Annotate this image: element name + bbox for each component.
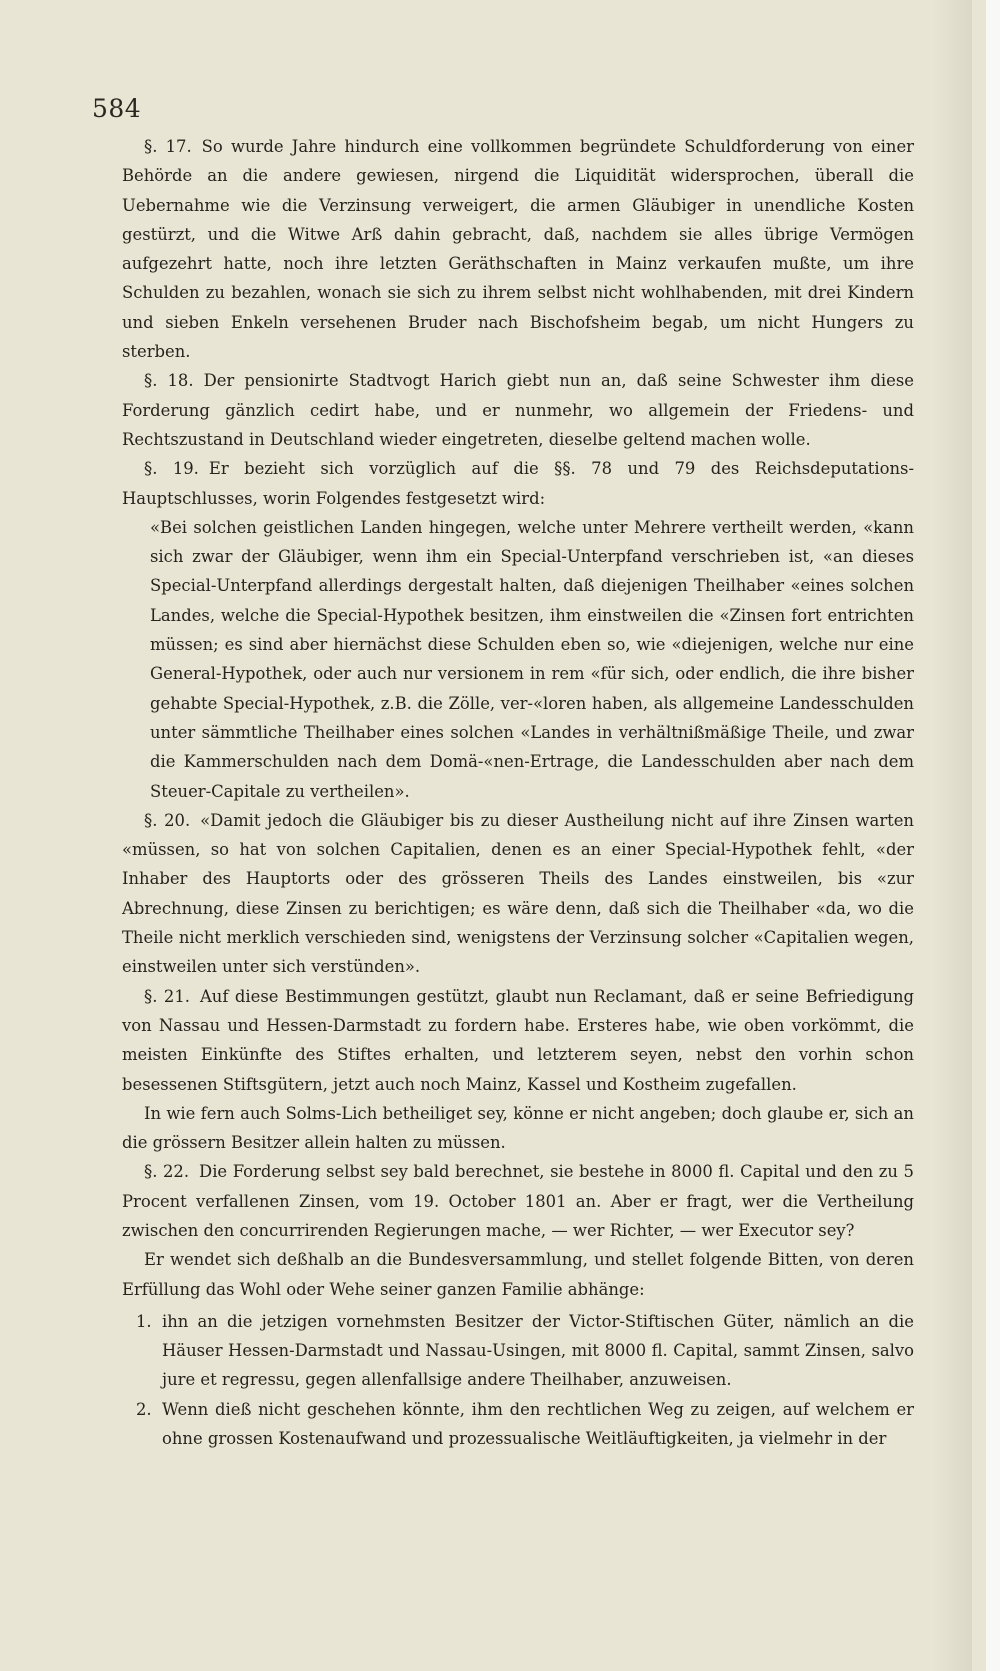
paragraph-text: Der pensionirte Stadtvogt Harich giebt nun an, daß seine Schwester ihm diese Forderung gänzlich cedirt habe, und er nunmehr, wo allgemein der Friedens- und Rechtszustand in Deutschland wieder eingetreten, dieselbe geltend machen wolle. — [122, 371, 914, 449]
paragraph-text: Er bezieht sich vorzüglich auf die §§. 78 und 79 des Reichsdeputations-Hauptschlusses, worin Folgendes festgesetzt wird: — [122, 459, 914, 508]
list-text: ihn an die jetzigen vornehmsten Besitzer der Victor-Stiftischen Güter, nämlich an die Häuser Hessen-Darmstadt und Nassau-Usingen, mit 8000 fl. Capital, sammt Zinsen, salvo jure et regressu, gegen allenfallsige andere Theilhaber, anzuweisen. — [162, 1311, 914, 1390]
paragraph-text: Die Forderung selbst sey bald berechnet, sie bestehe in 8000 fl. Capital und den zu 5 Procent verfallenen Zinsen, vom 19. October 1801 an. Aber er fragt, wer die Vertheilung zwischen den concurrirenden Regierungen mache, — wer Richter, — wer Executor sey? — [122, 1162, 914, 1240]
paragraph-section-21 — [122, 982, 914, 1099]
paragraph-petition-intro: Er wendet sich deßhalb an die Bundesversammlung, und stellet folgende Bitten, von deren Erfüllung das Wohl oder Wehe seiner ganzen Familie abhänge: — [122, 1250, 914, 1299]
section-number: §. 20. — [144, 810, 191, 830]
list-number: 1. — [136, 1311, 152, 1331]
page-number: 584 — [92, 94, 142, 123]
list-item — [122, 1395, 914, 1454]
page-edge-shadow — [932, 0, 972, 1671]
petition-list — [122, 1307, 914, 1453]
list-item — [122, 1307, 914, 1395]
paragraph-text: «Damit jedoch die Gläubiger bis zu dieser Austheilung nicht auf ihre Zinsen warten «müssen, so hat von solchen Capitalien, denen es an einer Special-Hypothek fehlt, «der Inhaber des Hauptorts oder des grösseren Theils des Landes einstweilen, bis «zur Abrechnung, diese Zinsen zu berichtigen; es wäre denn, daß sich die Theilhaber «da, wo die Theile nicht merklich verschieden sind, wenigstens der Verzinsung solcher «Capitalien wegen, einstweilen unter sich verstünden». — [122, 810, 914, 977]
list-text: Wenn dieß nicht geschehen könnte, ihm den rechtlichen Weg zu zeigen, auf welchem er ohne grossen Kostenaufwand und prozessualische Weitläuftigkeiten, ja vielmehr in der — [162, 1399, 914, 1449]
section-number: §. 19. — [144, 459, 199, 479]
paragraph-section-19 — [122, 454, 914, 513]
page-body — [122, 132, 914, 1453]
list-number: 2. — [136, 1399, 152, 1419]
paragraph-section-22 — [122, 1157, 914, 1245]
section-number: §. 17. — [144, 137, 192, 156]
paragraph-text: So wurde Jahre hindurch eine vollkommen begründete Schuldforderung von einer Behörde an die andere gewiesen, nirgend die Liquidität widersprochen, überall die Uebernahme wie die Verzinsung verweigert, die armen Gläubiger in unendliche Kosten gestürzt, und die Witwe Arß dahin gebracht, daß, nachdem sie alles übrige Vermögen aufgezehrt hatte, noch ihre letzten Geräthschaften in Mainz verkaufen mußte, um ihre Schulden zu bezahlen, wonach sie sich zu ihrem selbst nicht wohlhabenden, mit drei Kindern und sieben Enkeln versehenen Bruder nach Bischofsheim begab, um nicht Hungers zu sterben. — [122, 137, 914, 362]
paragraph-solms-lich: In wie fern auch Solms-Lich betheiliget sey, könne er nicht angeben; doch glaube er, sich an die grössern Besitzer allein halten zu müssen. — [122, 1103, 914, 1153]
paragraph-section-18 — [122, 366, 914, 454]
quoted-regulation-78: «Bei solchen geistlichen Landen hingegen, welche unter Mehrere vertheilt werden, «kann sich zwar der Gläubiger, wenn ihm ein Special-Unterpfand verschrieben ist, «an dieses Special-Unterpfand allerdings dergestalt halten, daß diejenigen Theilhaber «eines solchen Landes, welche die Special-Hypothek besitzen, ihm einstweilen die «Zinsen fort entrichten müssen; es sind aber hiernächst diese Schulden eben so, wie «diejenigen, welche nur eine General-Hypothek, oder auch nur versionem in rem «für sich, oder endlich, die ihre bisher gehabte Special-Hypothek, z.B. die Zölle, ver-«loren haben, als allgemeine Landesschulden unter sämmtliche Theilhaber eines solchen «Landes in verhältnißmäßige Theile, und zwar die Kammerschulden nach dem Domä-«nen-Ertrage, die Landesschulden aber nach dem Steuer-Capitale zu vertheilen». — [150, 517, 914, 801]
paragraph-text: Auf diese Bestimmungen gestützt, glaubt nun Reclamant, daß er seine Befriedigung von Nassau und Hessen-Darmstadt zu fordern habe. Ersteres habe, wie oben vorkömmt, die meisten Einkünfte des Stiftes erhalten, und letzterem seyen, nebst den vorhin schon besessenen Stiftsgütern, jetzt auch noch Mainz, Kassel und Kostheim zugefallen. — [122, 986, 915, 1094]
paragraph-section-20 — [122, 806, 914, 982]
section-number: §. 18. — [144, 371, 194, 391]
section-number: §. 22. — [144, 1162, 190, 1182]
section-number: §. 21. — [144, 986, 190, 1006]
paragraph-section-17 — [122, 132, 914, 366]
